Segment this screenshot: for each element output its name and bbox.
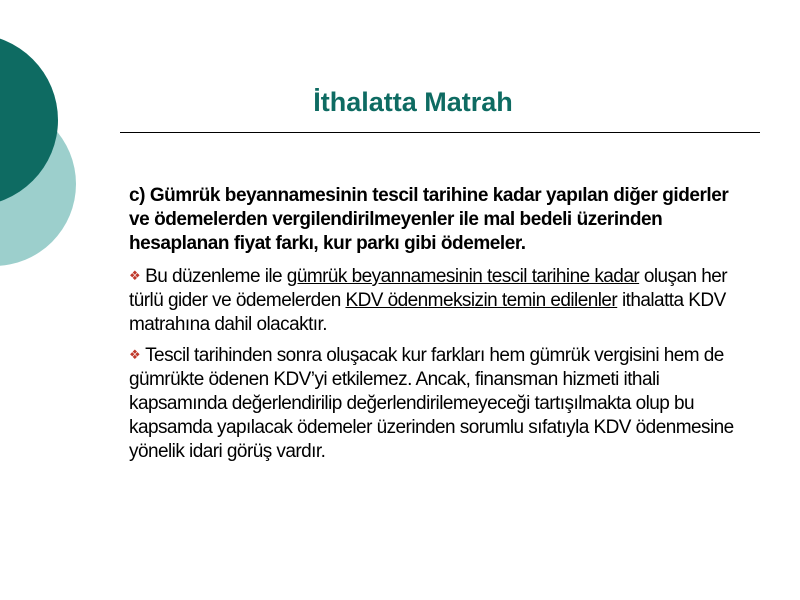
- bullet-2-text: Tescil tarihinden sonra oluşacak kur farkları hem gümrük vergisini hem de gümrükte ödenen KDV’yi etkilemez. Ancak, finansman hizmeti ithali kapsamında değerlendirilip değerlendirilemeyeceği tartışılmakta olup bu kapsamda yapılacak ödemeler üzerinden sorumlu sıfatıyla KDV ödenmesine yönelik idari görüş vardır.: [129, 345, 734, 462]
- diamond-bullet-icon: ❖: [129, 268, 141, 283]
- decorative-circles: [0, 0, 120, 340]
- bullet-1-text-part2: oluşan her türlü gider ve ödemelerden: [129, 266, 728, 311]
- slide-title: İthalatta Matrah: [313, 87, 513, 117]
- bullet-1-text-part1: Bu düzenleme ile: [145, 266, 287, 287]
- bullet-1-text-part3: ithalatta KDV matrahına dahil olacaktır.: [129, 290, 726, 335]
- bullet-item-1: [129, 264, 749, 337]
- bullet-1-underlined-text-2: KDV ödenmeksizin temin edilenler: [345, 290, 618, 311]
- lead-paragraph: c) Gümrük beyannamesinin tescil tarihine kadar yapılan diğer giderler ve ödemelerden vergilendirilmeyenler ile mal bedeli üzerinden hesaplanan fiyat farkı, kur parkı gibi ödemeler.: [129, 185, 729, 254]
- slide-body: [129, 184, 749, 470]
- title-divider: [120, 132, 760, 133]
- bullet-1-underlined-text-1: gümrük beyannamesinin tescil tarihine kadar: [286, 266, 640, 287]
- bullet-item-2: [129, 343, 749, 464]
- diamond-bullet-icon: ❖: [129, 347, 141, 362]
